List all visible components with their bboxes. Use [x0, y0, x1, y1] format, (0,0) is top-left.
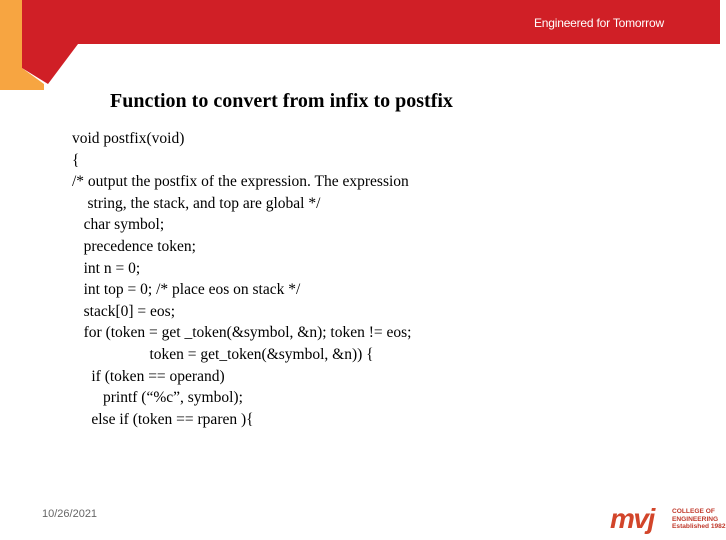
logo-text: [672, 508, 726, 531]
code-line: void postfix(void): [72, 130, 185, 147]
logo-mark: mvj: [610, 503, 654, 534]
logo-line-established: Established 1982: [672, 523, 726, 530]
header-band: [0, 0, 720, 90]
slide-title: Function to convert from infix to postfix: [110, 90, 453, 112]
code-line: stack[0] = eos;: [72, 302, 176, 320]
code-line: precedence token;: [72, 237, 196, 255]
code-block: [72, 128, 411, 430]
logo-line-college: COLLEGE OF: [672, 508, 715, 515]
code-line: string, the stack, and top are global */: [72, 194, 321, 212]
code-line: printf (“%c”, symbol);: [72, 389, 243, 407]
code-line: if (token == operand): [72, 367, 225, 385]
logo-line-engineering: ENGINEERING: [672, 515, 719, 523]
code-line: for (token = get _token(&symbol, &n); token != eos;: [72, 324, 412, 342]
code-line: char symbol;: [72, 216, 165, 234]
code-line: token = get_token(&symbol, &n)) {: [72, 345, 374, 363]
header-red-band: [22, 0, 720, 84]
code-line: int top = 0; /* place eos on stack */: [72, 281, 301, 299]
college-logo: [606, 502, 726, 538]
footer-date: 10/26/2021: [42, 508, 98, 520]
code-line: {: [72, 151, 80, 169]
code-line: else if (token == rparen ){: [72, 410, 254, 428]
header-tagline: Engineered for Tomorrow: [534, 16, 664, 30]
code-line: int n = 0;: [72, 259, 141, 277]
code-line: /* output the postfix of the expression. The expression: [72, 173, 409, 191]
